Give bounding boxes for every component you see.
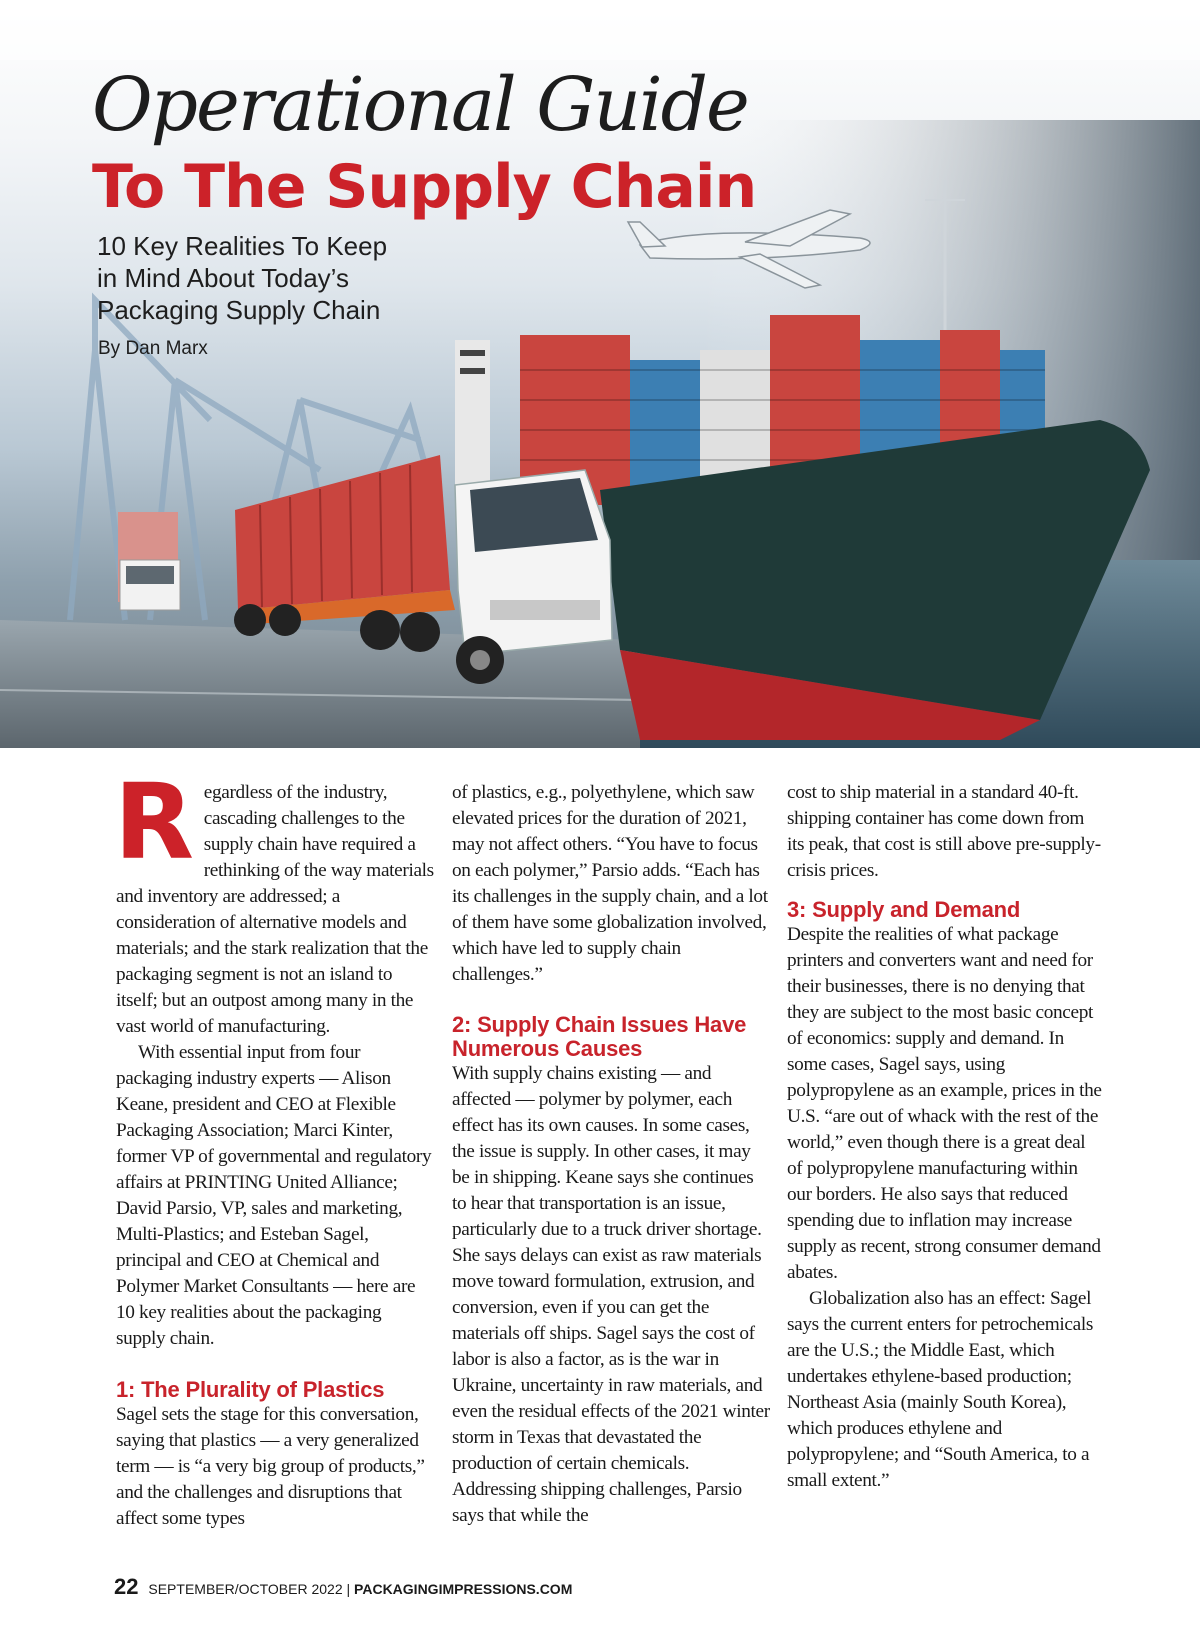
paragraph: With essential input from four packaging industry experts — Alison Keane, president and CEO at Flexible Packaging Association; Marci Kinter, former VP of governmental and regulatory affairs at PRINTING United Alliance; David Parsio, VP, sales and marketing, Multi-Plastics; and Esteban Sagel, principal and CEO at Chemical and Polymer Market Consultants — here are 10 key realities about the packaging supply chain. — [116, 1042, 432, 1349]
subtitle — [97, 230, 457, 326]
paragraph: cost to ship material in a standard 40-ft. shipping container has come down from its peak, that cost is still above pre-supply-crisis prices. — [787, 782, 1101, 881]
subtitle-line: Packaging Supply Chain — [97, 295, 381, 325]
website-link[interactable]: PACKAGINGIMPRESSIONS.COM — [354, 1581, 573, 1597]
hero — [0, 0, 1200, 748]
subtitle-line: in Mind About Today’s — [97, 263, 349, 293]
headline-serif: Operational Guide — [92, 62, 748, 148]
paragraph: With supply chains existing — and affected — polymer by polymer, each effect has its own causes. In some cases, the issue is supply. In other cases, it may be in shipping. Keane says she continues to hear that transportation is an issue, particularly due to a truck driver shortage. She says delays can exist as raw materials move toward formulation, extrusion, and conversion, even if you can get the materials off ships. Sagel says the cost of labor is also a factor, as is the war in Ukraine, uncertainty in raw materials, and even the residual effects of the 2021 winter storm in Texas that devastated the production of certain chemicals. Addressing shipping challenges, Parsio says that while the — [452, 1063, 770, 1526]
container-truck-icon — [118, 512, 180, 610]
subtitle-line: 10 Key Realities To Keep — [97, 231, 388, 261]
page-number: 22 — [114, 1574, 139, 1599]
paragraph-text: egardless of the industry, cascading challenges to the supply chain have required a rethinking of the way materials and inventory are addressed; a consideration of alternative models and materials; and the stark realization that the packaging segment is not an island to itself; but an outpost among many in the vast world of manufacturing. — [116, 782, 434, 1037]
byline: By Dan Marx — [98, 338, 208, 359]
paragraph: of plastics, e.g., polyethylene, which saw elevated prices for the duration of 2021, may not affect others. “You have to focus on each polymer,” Parsio adds. “Each has its challenges in the supply chain, and a lot of them have some globalization involved, which have led to supply chain challenges.” — [452, 782, 768, 985]
footer-separator: | — [346, 1581, 351, 1597]
paragraph — [114, 761, 434, 1040]
headline-red: To The Supply Chain — [92, 152, 757, 222]
section-heading-1: 1: The Plurality of Plastics — [116, 1377, 385, 1402]
paragraph: Globalization also has an effect: Sagel says the current enters for petrochemicals are the U.S.; the Middle East, which undertakes ethylene-based production; Northeast Asia (mainly South Korea), which produces ethylene and polypropylene; and “South America, to a small extent.” — [787, 1288, 1093, 1491]
article-column-2 — [452, 780, 770, 1529]
article-column-3 — [787, 780, 1105, 1494]
paragraph: Despite the realities of what package printers and converters want and need for their businesses, there is no denying that they are subject to the most basic concept of economics: supply and demand. In some cases, Sagel says, using polypropylene as an example, prices in the U.S. “are out of whack with the rest of the world,” even though there is a great deal of polypropylene manufacturing within our borders. He also says that reduced spending due to inflation may increase supply as recent, strong consumer demand abates. — [787, 924, 1102, 1283]
issue-date: SEPTEMBER/OCTOBER 2022 — [148, 1581, 343, 1597]
section-heading-3: 3: Supply and Demand — [787, 897, 1021, 922]
section-heading-2: 2: Supply Chain Issues Have Numerous Causes — [452, 1012, 747, 1061]
paragraph: Sagel sets the stage for this conversation, saying that plastics — a very generalized term — is “a very big group of products,” and the challenges and disruptions that affect some types — [116, 1404, 425, 1529]
page-footer — [114, 1574, 572, 1600]
article-column-1 — [114, 761, 434, 1532]
dropcap: R — [114, 761, 194, 883]
